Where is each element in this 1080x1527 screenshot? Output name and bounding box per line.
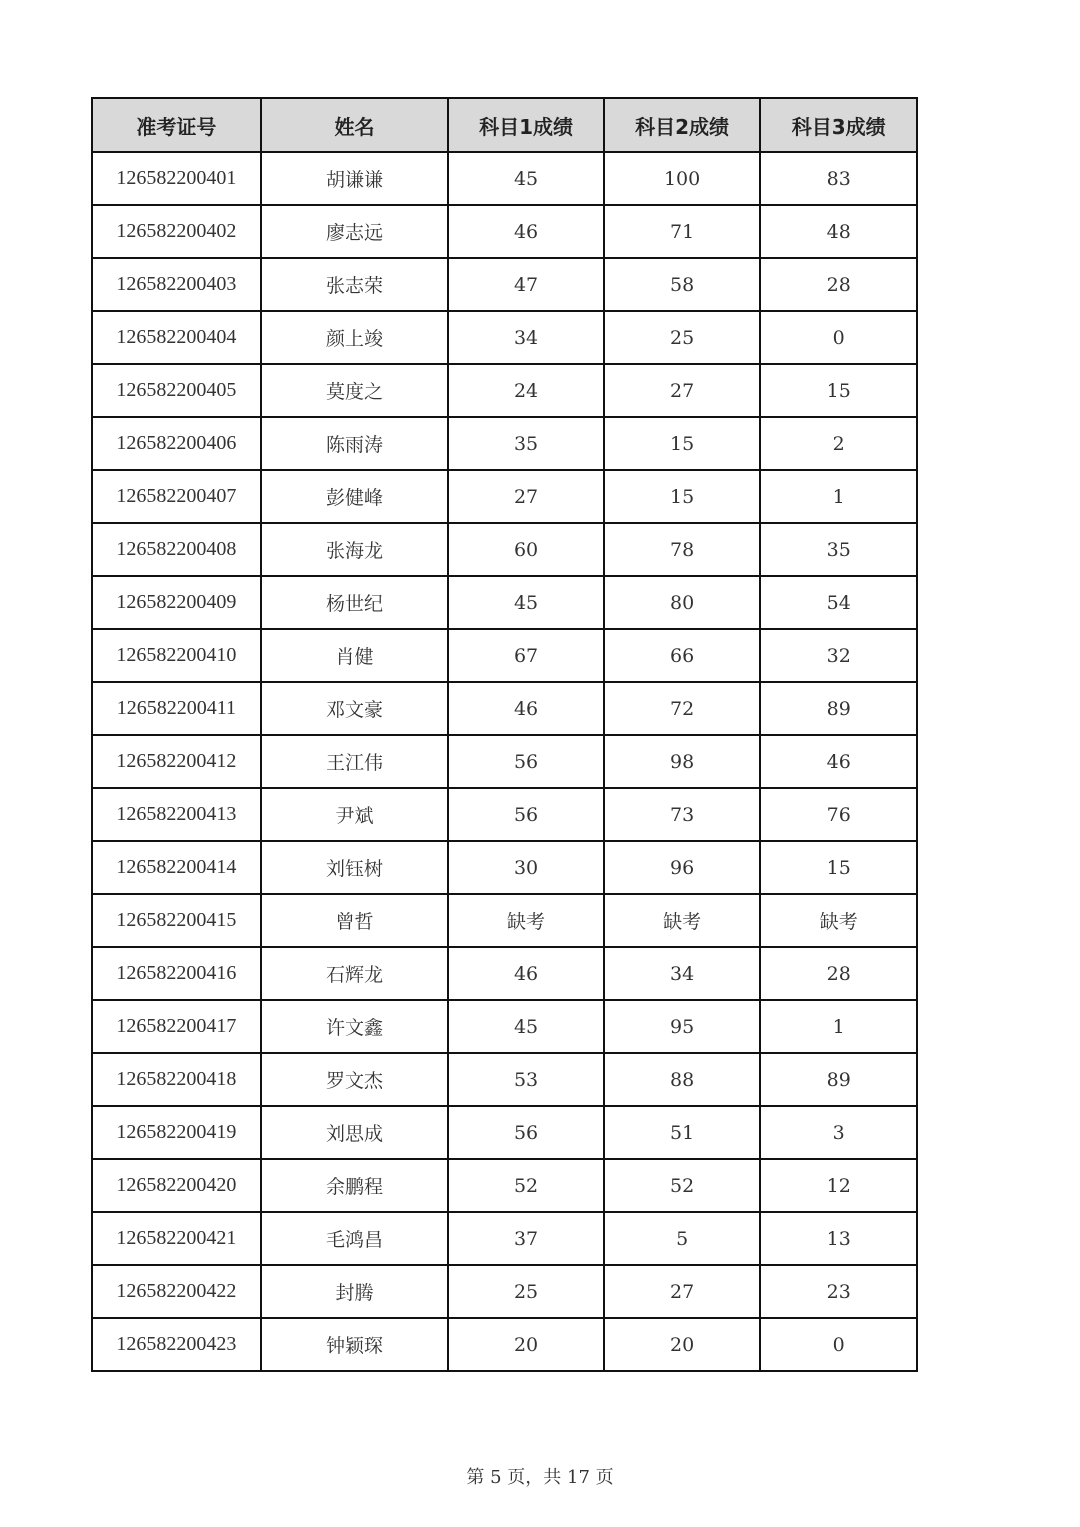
subject1-score-cell: 46 [448, 947, 604, 1000]
subject1-score-cell: 52 [448, 1159, 604, 1212]
subject3-score-cell: 12 [760, 1159, 917, 1212]
exam-id-cell: 126582200402 [92, 205, 261, 258]
exam-id-cell: 126582200401 [92, 152, 261, 205]
exam-id-cell: 126582200405 [92, 364, 261, 417]
subject1-score-cell: 56 [448, 735, 604, 788]
subject2-score-cell: 34 [604, 947, 761, 1000]
subject1-score-cell: 53 [448, 1053, 604, 1106]
exam-id-cell: 126582200423 [92, 1318, 261, 1371]
name-cell: 陈雨涛 [261, 417, 448, 470]
table-row [92, 894, 917, 947]
subject1-score-cell: 46 [448, 205, 604, 258]
subject2-score-cell: 5 [604, 1212, 761, 1265]
subject2-score-cell: 98 [604, 735, 761, 788]
subject2-score-cell: 100 [604, 152, 761, 205]
exam-id-cell: 126582200410 [92, 629, 261, 682]
subject1-score-cell: 37 [448, 1212, 604, 1265]
table-row [92, 152, 917, 205]
subject1-score-cell: 20 [448, 1318, 604, 1371]
name-cell: 廖志远 [261, 205, 448, 258]
subject3-score-cell: 32 [760, 629, 917, 682]
subject3-score-cell: 28 [760, 947, 917, 1000]
subject2-score-cell: 58 [604, 258, 761, 311]
name-cell: 莫度之 [261, 364, 448, 417]
name-cell: 王江伟 [261, 735, 448, 788]
table-row [92, 364, 917, 417]
subject1-score-cell: 30 [448, 841, 604, 894]
subject1-score-cell: 45 [448, 152, 604, 205]
name-cell: 张志荣 [261, 258, 448, 311]
subject3-score-cell: 1 [760, 1000, 917, 1053]
header-subject2: 科目2成绩 [604, 98, 761, 152]
table-row [92, 841, 917, 894]
subject3-score-cell: 35 [760, 523, 917, 576]
header-subject3: 科目3成绩 [760, 98, 917, 152]
subject1-score-cell: 56 [448, 788, 604, 841]
subject2-score-cell: 80 [604, 576, 761, 629]
table-row [92, 258, 917, 311]
subject2-score-cell: 78 [604, 523, 761, 576]
subject2-score-cell: 95 [604, 1000, 761, 1053]
subject3-score-cell: 2 [760, 417, 917, 470]
name-cell: 许文鑫 [261, 1000, 448, 1053]
exam-id-cell: 126582200411 [92, 682, 261, 735]
subject1-score-cell: 47 [448, 258, 604, 311]
subject2-score-cell: 25 [604, 311, 761, 364]
subject2-score-cell: 88 [604, 1053, 761, 1106]
table-row [92, 1159, 917, 1212]
exam-id-cell: 126582200420 [92, 1159, 261, 1212]
subject2-score-cell: 71 [604, 205, 761, 258]
table-row [92, 682, 917, 735]
name-cell: 邓文豪 [261, 682, 448, 735]
subject2-score-cell: 15 [604, 470, 761, 523]
score-table [91, 97, 918, 1372]
table-row [92, 311, 917, 364]
subject1-score-cell: 35 [448, 417, 604, 470]
exam-id-cell: 126582200418 [92, 1053, 261, 1106]
name-cell: 刘思成 [261, 1106, 448, 1159]
subject2-score-cell: 73 [604, 788, 761, 841]
name-cell: 杨世纪 [261, 576, 448, 629]
table-row [92, 1106, 917, 1159]
exam-id-cell: 126582200404 [92, 311, 261, 364]
subject3-score-cell: 13 [760, 1212, 917, 1265]
subject1-score-cell: 34 [448, 311, 604, 364]
page-footer: 第 5 页，共 17 页 [466, 1467, 614, 1488]
exam-id-cell: 126582200409 [92, 576, 261, 629]
exam-id-cell: 126582200419 [92, 1106, 261, 1159]
subject3-score-cell: 15 [760, 364, 917, 417]
name-cell: 毛鸿昌 [261, 1212, 448, 1265]
exam-id-cell: 126582200403 [92, 258, 261, 311]
table-row [92, 1212, 917, 1265]
subject3-score-cell: 89 [760, 682, 917, 735]
table-row [92, 788, 917, 841]
name-cell: 肖健 [261, 629, 448, 682]
exam-id-cell: 126582200407 [92, 470, 261, 523]
subject3-score-cell: 83 [760, 152, 917, 205]
table-row [92, 523, 917, 576]
subject2-score-cell: 缺考 [604, 894, 761, 947]
subject1-score-cell: 25 [448, 1265, 604, 1318]
header-name: 姓名 [261, 98, 448, 152]
subject1-score-cell: 24 [448, 364, 604, 417]
header-exam-id: 准考证号 [92, 98, 261, 152]
subject1-score-cell: 60 [448, 523, 604, 576]
subject2-score-cell: 51 [604, 1106, 761, 1159]
name-cell: 刘钰树 [261, 841, 448, 894]
exam-id-cell: 126582200415 [92, 894, 261, 947]
subject1-score-cell: 67 [448, 629, 604, 682]
name-cell: 张海龙 [261, 523, 448, 576]
table-row [92, 1318, 917, 1371]
exam-id-cell: 126582200414 [92, 841, 261, 894]
name-cell: 石辉龙 [261, 947, 448, 1000]
subject2-score-cell: 27 [604, 364, 761, 417]
subject2-score-cell: 20 [604, 1318, 761, 1371]
table-row [92, 1265, 917, 1318]
subject3-score-cell: 1 [760, 470, 917, 523]
name-cell: 曾哲 [261, 894, 448, 947]
subject2-score-cell: 72 [604, 682, 761, 735]
table-row [92, 735, 917, 788]
subject1-score-cell: 46 [448, 682, 604, 735]
subject3-score-cell: 0 [760, 311, 917, 364]
exam-id-cell: 126582200408 [92, 523, 261, 576]
table-row [92, 576, 917, 629]
subject3-score-cell: 0 [760, 1318, 917, 1371]
name-cell: 罗文杰 [261, 1053, 448, 1106]
exam-id-cell: 126582200422 [92, 1265, 261, 1318]
subject1-score-cell: 45 [448, 576, 604, 629]
table-header [92, 98, 917, 152]
header-subject1: 科目1成绩 [448, 98, 604, 152]
subject3-score-cell: 15 [760, 841, 917, 894]
exam-id-cell: 126582200416 [92, 947, 261, 1000]
exam-id-cell: 126582200421 [92, 1212, 261, 1265]
subject2-score-cell: 27 [604, 1265, 761, 1318]
table-row [92, 947, 917, 1000]
table-row [92, 470, 917, 523]
name-cell: 钟颖琛 [261, 1318, 448, 1371]
subject1-score-cell: 45 [448, 1000, 604, 1053]
table-row [92, 629, 917, 682]
subject3-score-cell: 89 [760, 1053, 917, 1106]
name-cell: 尹斌 [261, 788, 448, 841]
name-cell: 胡谦谦 [261, 152, 448, 205]
exam-id-cell: 126582200406 [92, 417, 261, 470]
subject3-score-cell: 23 [760, 1265, 917, 1318]
subject3-score-cell: 54 [760, 576, 917, 629]
subject1-score-cell: 缺考 [448, 894, 604, 947]
subject2-score-cell: 15 [604, 417, 761, 470]
exam-id-cell: 126582200412 [92, 735, 261, 788]
name-cell: 封腾 [261, 1265, 448, 1318]
table-row [92, 1000, 917, 1053]
subject2-score-cell: 66 [604, 629, 761, 682]
subject1-score-cell: 56 [448, 1106, 604, 1159]
subject3-score-cell: 46 [760, 735, 917, 788]
subject3-score-cell: 缺考 [760, 894, 917, 947]
subject2-score-cell: 52 [604, 1159, 761, 1212]
name-cell: 余鹏程 [261, 1159, 448, 1212]
subject1-score-cell: 27 [448, 470, 604, 523]
name-cell: 颜上竣 [261, 311, 448, 364]
table-body [92, 152, 917, 1371]
subject3-score-cell: 76 [760, 788, 917, 841]
exam-id-cell: 126582200413 [92, 788, 261, 841]
subject2-score-cell: 96 [604, 841, 761, 894]
subject3-score-cell: 28 [760, 258, 917, 311]
table-row [92, 417, 917, 470]
name-cell: 彭健峰 [261, 470, 448, 523]
subject3-score-cell: 48 [760, 205, 917, 258]
exam-id-cell: 126582200417 [92, 1000, 261, 1053]
subject3-score-cell: 3 [760, 1106, 917, 1159]
table-row [92, 1053, 917, 1106]
table-row [92, 205, 917, 258]
